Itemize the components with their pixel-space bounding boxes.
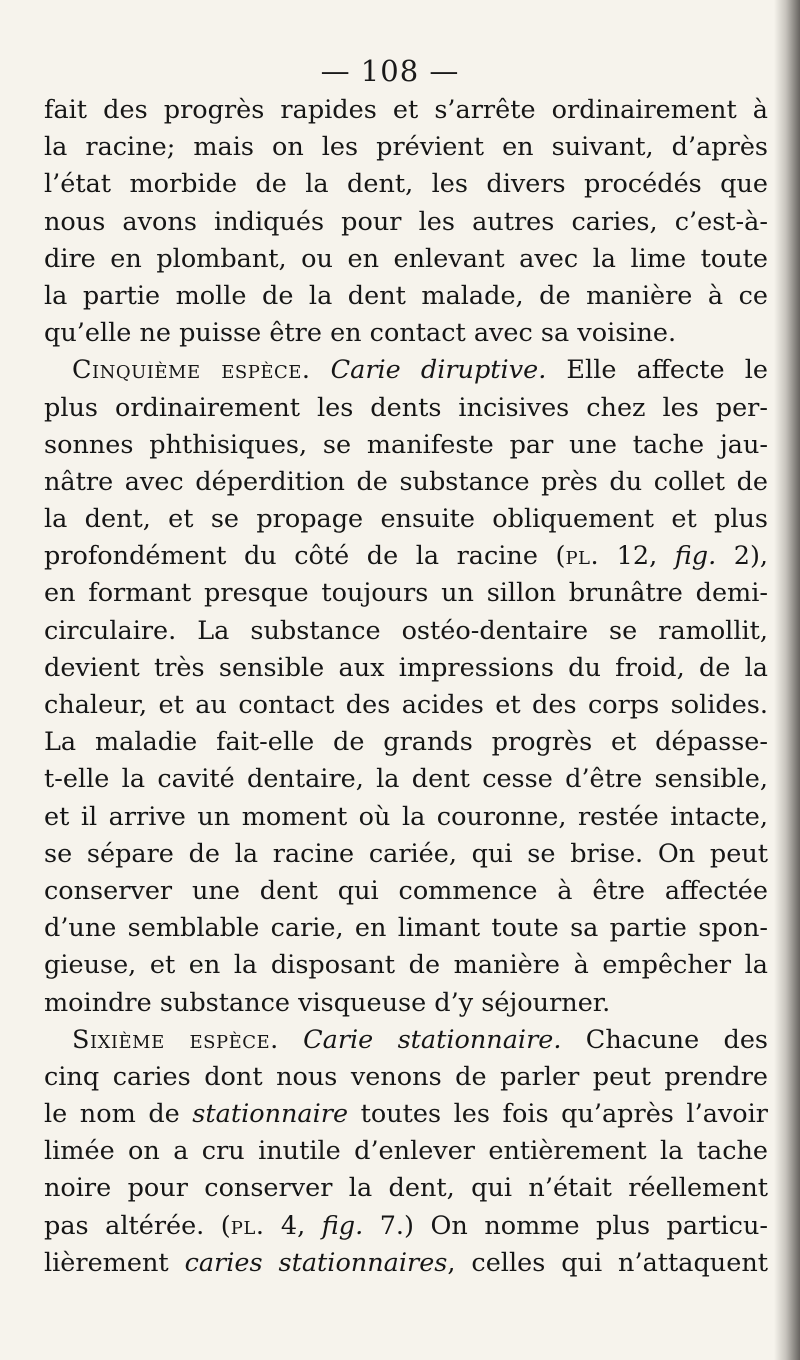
text-segment: sonnes phthisiques, se manifeste par une tache jau-	[44, 429, 768, 460]
text-segment: noire pour conserver la dent, qui n’était réellement	[44, 1173, 768, 1204]
text-line	[44, 427, 768, 464]
text-line	[44, 650, 768, 687]
text-segment: 4,	[264, 1210, 322, 1241]
text-segment: profondément du côté de la racine (	[44, 541, 566, 572]
text-segment: La maladie fait-elle de grands progrès et dépasse-	[44, 727, 768, 758]
text-segment: dire en plombant, ou en enlevant avec la lime toute	[44, 243, 768, 274]
text-segment: et il arrive un moment où la couronne, restée intacte,	[44, 801, 768, 832]
text-segment: circulaire. La substance ostéo-dentaire se ramollit,	[44, 615, 768, 646]
text-line	[44, 1022, 768, 1059]
text-line	[44, 1170, 768, 1207]
text-segment: se sépare de la racine cariée, qui se brise. On peut	[44, 838, 768, 869]
small-caps-text: Cinquième espèce.	[72, 355, 311, 386]
text-segment: lièrement	[44, 1247, 185, 1278]
text-line	[44, 873, 768, 910]
text-segment: en formant presque toujours un sillon brunâtre demi-	[44, 578, 768, 609]
text-line	[44, 1208, 768, 1245]
text-line	[44, 761, 768, 798]
text-segment: 7.) On nomme plus particu-	[363, 1210, 768, 1241]
text-line	[44, 1245, 768, 1282]
text-line	[44, 352, 768, 389]
text-line	[44, 204, 768, 241]
text-segment: le nom de	[44, 1099, 193, 1130]
text-segment: cinq caries dont nous venons de parler peut prendre	[44, 1061, 768, 1092]
text-segment: 12,	[599, 541, 675, 572]
text-line	[44, 166, 768, 203]
text-segment: plus ordinairement les dents incisives chez les per-	[44, 392, 768, 423]
text-line	[44, 613, 768, 650]
text-segment: t-elle la cavité dentaire, la dent cesse d’être sensible,	[44, 764, 768, 795]
text-line	[44, 464, 768, 501]
italic-text: stationnaire	[192, 1099, 349, 1130]
text-segment: conserver une dent qui commence à être affectée	[44, 875, 768, 906]
text-segment: 2),	[716, 541, 769, 572]
text-line	[44, 910, 768, 947]
text-segment: nâtre avec déperdition de substance près du collet de	[44, 466, 768, 497]
small-caps-text: pl.	[230, 1210, 265, 1241]
text-segment: nous avons indiqués pour les autres caries, c’est-à-	[44, 206, 768, 237]
text-segment: moindre substance visqueuse d’y séjourner.	[44, 987, 611, 1018]
text-line	[44, 1133, 768, 1170]
italic-text: Carie stationnaire.	[303, 1024, 562, 1055]
text-segment: d’une semblable carie, en limant toute sa partie spon-	[44, 913, 768, 944]
text-line	[44, 92, 768, 129]
italic-text: Carie diruptive.	[330, 355, 547, 386]
text-line	[44, 724, 768, 761]
italic-text: caries stationnaires	[184, 1247, 448, 1278]
italic-text: fig.	[674, 541, 717, 572]
text-line	[44, 947, 768, 984]
small-caps-text: Sixième espèce.	[72, 1024, 279, 1055]
text-line	[44, 836, 768, 873]
text-segment: la partie molle de la dent malade, de manière à ce	[44, 280, 768, 311]
text-line	[44, 1059, 768, 1096]
text-segment: gieuse, et en la disposant de manière à empêcher la	[44, 950, 768, 981]
text-segment: Chacune des	[561, 1024, 768, 1055]
text-segment: limée on a cru inutile d’enlever entièrement la tache	[44, 1136, 768, 1167]
text-line	[44, 538, 768, 575]
text-segment: la dent, et se propage ensuite obliquement et plus	[44, 504, 768, 535]
text-line	[44, 1096, 768, 1133]
text-segment: la racine; mais on les prévient en suivant, d’après	[44, 132, 768, 163]
text-line	[44, 501, 768, 538]
text-line	[44, 575, 768, 612]
page-number: — 108 —	[320, 54, 460, 88]
text-line	[44, 687, 768, 724]
text-segment: Elle affecte le	[546, 355, 768, 386]
italic-text: fig.	[321, 1210, 364, 1241]
text-segment: , celles qui n’attaquent	[447, 1247, 768, 1278]
text-segment	[310, 355, 330, 385]
text-segment: fait des progrès rapides et s’arrête ordinairement à	[44, 95, 768, 125]
text-line	[44, 985, 768, 1022]
text-segment: qu’elle ne puisse être en contact avec sa voisine.	[44, 318, 677, 349]
text-line	[44, 390, 768, 427]
text-segment: toutes les fois qu’après l’avoir	[348, 1099, 768, 1130]
text-line	[44, 241, 768, 278]
text-segment: devient très sensible aux impressions du froid, de la	[44, 652, 768, 683]
text-segment: pas altérée. (	[44, 1210, 231, 1241]
text-line	[44, 129, 768, 166]
text-segment: chaleur, et au contact des acides et des corps solides.	[44, 690, 768, 720]
text-line	[44, 799, 768, 836]
text-line	[44, 278, 768, 315]
small-caps-text: pl.	[565, 541, 600, 572]
page-edge-shadow	[774, 0, 800, 1360]
text-segment	[279, 1025, 303, 1055]
text-line	[44, 315, 768, 352]
text-segment: l’état morbide de la dent, les divers procédés que	[44, 169, 768, 200]
body-text	[44, 92, 768, 1282]
